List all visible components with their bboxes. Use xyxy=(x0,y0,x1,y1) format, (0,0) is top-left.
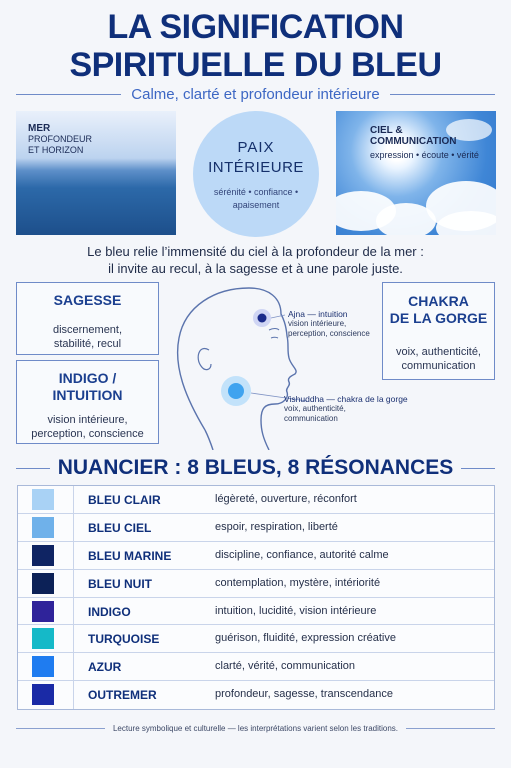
eye xyxy=(271,337,278,338)
color-swatch xyxy=(32,628,54,649)
circle-sub-1: sérénité • confiance • xyxy=(213,187,299,197)
color-name: OUTREMER xyxy=(88,688,157,703)
color-name: BLEU CLAIR xyxy=(88,493,161,507)
column-divider xyxy=(73,486,74,513)
chakra-line-1: voix, authenticité, xyxy=(396,346,481,358)
column-divider xyxy=(73,514,74,541)
color-swatch xyxy=(32,684,54,705)
indigo-title-1: INDIGO / xyxy=(58,370,117,386)
sky-sub: expression • écoute • vérité xyxy=(370,150,479,160)
eyebrow xyxy=(269,329,279,331)
sagesse-box xyxy=(16,282,159,355)
ajna-title: Ajna — intuition xyxy=(288,309,348,319)
color-name: BLEU MARINE xyxy=(88,548,172,563)
column-divider xyxy=(73,653,74,680)
column-divider xyxy=(73,542,74,569)
neck-outline xyxy=(205,430,213,450)
divider-left xyxy=(16,468,50,469)
sea-image xyxy=(16,111,176,235)
ajna-line-1: vision intérieure, xyxy=(288,319,347,328)
vishuddha-line-2: communication xyxy=(284,414,338,423)
indigo-box xyxy=(16,360,159,444)
color-meaning: guérison, fluidité, expression créative xyxy=(215,632,396,645)
palette-header xyxy=(16,456,495,480)
subtitle: Calme, clarté et profondeur intérieure xyxy=(131,85,380,103)
sagesse-title: SAGESSE xyxy=(53,292,122,308)
chakra-title-1: CHAKRA xyxy=(408,293,469,309)
page-title xyxy=(0,8,511,84)
divider-right xyxy=(461,468,495,469)
indigo-line-2: perception, conscience xyxy=(31,428,144,440)
intro-line-2: il invite au recul, à la sagesse et à une parole juste. xyxy=(108,261,403,276)
sky-image xyxy=(336,111,496,235)
divider-left xyxy=(16,728,105,729)
color-meaning: clarté, vérité, communication xyxy=(215,660,355,673)
color-swatch xyxy=(32,656,54,677)
throat-chakra-icon xyxy=(228,383,244,399)
vishuddha-annotation xyxy=(284,394,408,424)
indigo-line-1: vision intérieure, xyxy=(47,414,128,426)
color-meaning: intuition, lucidité, vision intérieure xyxy=(215,604,377,617)
color-swatch xyxy=(32,517,54,538)
subtitle-row xyxy=(16,84,495,104)
column-divider xyxy=(73,598,74,625)
indigo-title-2: INTUITION xyxy=(52,387,123,403)
table-row xyxy=(18,681,494,709)
title-line-2: SPIRITUELLE DU BLEU xyxy=(69,46,442,84)
color-swatch xyxy=(32,573,54,594)
color-meaning: discipline, confiance, autorité calme xyxy=(215,548,389,561)
third-eye-chakra-icon xyxy=(258,314,267,323)
color-swatch xyxy=(32,545,54,566)
color-name: BLEU NUIT xyxy=(88,576,152,591)
footnote: Lecture symbolique et culturelle — les interprétations varient selon les traditions. xyxy=(112,723,399,733)
head-outline xyxy=(178,288,297,450)
chakra-line-2: communication xyxy=(401,360,476,372)
chakra-title-2: DE LA GORGE xyxy=(389,310,488,326)
color-swatch xyxy=(32,601,54,622)
column-divider xyxy=(73,570,74,597)
intro-text xyxy=(40,243,471,277)
vishuddha-line-1: voix, authenticité, xyxy=(284,404,346,413)
palette-table xyxy=(17,485,495,710)
sagesse-line-1: discernement, xyxy=(52,324,123,336)
table-row xyxy=(18,514,494,542)
table-row xyxy=(18,653,494,681)
circle-title-2: INTÉRIEURE xyxy=(208,159,304,176)
footer xyxy=(16,718,495,738)
color-meaning: légèreté, ouverture, réconfort xyxy=(215,493,357,505)
color-meaning: contemplation, mystère, intériorité xyxy=(215,576,381,589)
color-name: INDIGO xyxy=(88,604,131,619)
sea-title: MER xyxy=(28,123,51,134)
vishuddha-title: Vishuddha — chakra de la gorge xyxy=(284,394,408,404)
color-name: BLEU CIEL xyxy=(88,520,152,535)
sea-line-1: PROFONDEUR xyxy=(28,134,93,144)
sea-label xyxy=(28,123,92,156)
sagesse-line-2: stabilité, recul xyxy=(53,338,122,350)
color-meaning: espoir, respiration, liberté xyxy=(215,520,338,533)
chakra-box xyxy=(382,282,495,380)
column-divider xyxy=(73,625,74,652)
color-name: AZUR xyxy=(88,660,122,675)
table-row xyxy=(18,486,494,514)
sky-title-1: CIEL & xyxy=(370,125,403,136)
sea-line-2: ET HORIZON xyxy=(28,145,84,155)
table-row xyxy=(18,625,494,653)
inner-peace-circle xyxy=(193,111,319,237)
head-profile-illustration xyxy=(165,280,375,450)
color-meaning: profondeur, sagesse, transcendance xyxy=(215,688,393,701)
color-name: TURQUOISE xyxy=(88,632,160,647)
column-divider xyxy=(73,681,74,709)
circle-title-1: PAIX xyxy=(237,139,275,156)
ear-outline xyxy=(198,349,211,370)
divider-right xyxy=(406,728,495,729)
intro-line-1: Le bleu relie l’immensité du ciel à la profondeur de la mer : xyxy=(87,244,424,259)
table-row xyxy=(18,542,494,570)
palette-title: NUANCIER : 8 BLEUS, 8 RÉSONANCES xyxy=(57,456,454,479)
ajna-annotation xyxy=(288,309,370,339)
ajna-line-2: perception, conscience xyxy=(288,329,370,338)
sky-title-2: COMMUNICATION xyxy=(370,136,457,147)
color-swatch xyxy=(32,489,54,510)
table-row xyxy=(18,570,494,598)
divider-right xyxy=(390,94,495,95)
table-row xyxy=(18,598,494,626)
circle-sub-2: apaisement xyxy=(232,200,280,210)
sky-label xyxy=(370,125,479,161)
divider-left xyxy=(16,94,121,95)
title-line-1: LA SIGNIFICATION xyxy=(107,8,404,46)
